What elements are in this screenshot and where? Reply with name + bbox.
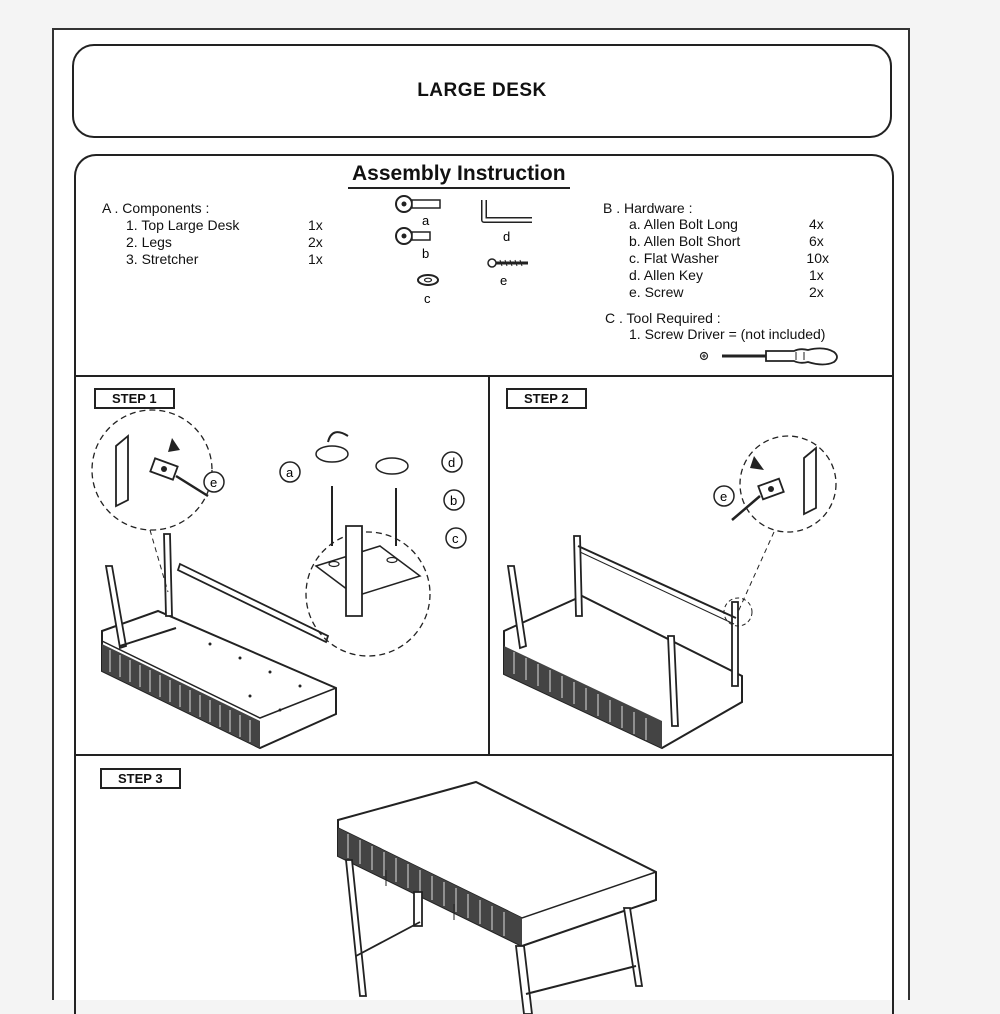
step-1-label: STEP 1 bbox=[94, 388, 175, 409]
assembly-title: Assembly Instruction bbox=[348, 162, 570, 189]
components-heading: A . Components : bbox=[102, 200, 210, 216]
hardware-icons bbox=[382, 192, 562, 312]
allen-key-icon bbox=[484, 200, 532, 220]
label-d: d bbox=[503, 229, 511, 244]
list-item: d. Allen Key 1x bbox=[629, 267, 824, 283]
step-2-label: STEP 2 bbox=[506, 388, 587, 409]
svg-text:a: a bbox=[286, 465, 294, 480]
label-e: e bbox=[500, 273, 508, 288]
allen-bolt-short-icon bbox=[396, 228, 430, 244]
components-list bbox=[126, 217, 336, 268]
list-item: e. Screw 2x bbox=[629, 284, 824, 300]
divider bbox=[76, 375, 892, 377]
step-3-label: STEP 3 bbox=[100, 768, 181, 789]
svg-text:c: c bbox=[452, 531, 459, 546]
list-item: 2. Legs 2x bbox=[126, 234, 323, 250]
tool-heading: C . Tool Required : bbox=[605, 310, 721, 326]
step-1-illustration bbox=[80, 396, 484, 752]
divider bbox=[76, 754, 892, 756]
hardware-list bbox=[629, 216, 829, 301]
instruction-sheet bbox=[52, 28, 910, 1000]
step-2-illustration bbox=[492, 396, 890, 752]
svg-text:e: e bbox=[210, 475, 218, 490]
screwdriver-icon bbox=[696, 342, 846, 372]
instruction-panel bbox=[74, 154, 894, 1014]
label-b: b bbox=[422, 246, 430, 261]
flat-washer-icon bbox=[418, 275, 438, 285]
list-item: c. Flat Washer 10x bbox=[629, 250, 829, 266]
divider bbox=[488, 375, 490, 755]
svg-text:d: d bbox=[448, 455, 456, 470]
svg-text:b: b bbox=[450, 493, 458, 508]
hardware-heading: B . Hardware : bbox=[603, 200, 693, 216]
list-item: 3. Stretcher 1x bbox=[126, 251, 323, 267]
step-3-illustration bbox=[326, 776, 686, 1014]
document-title: LARGE DESK bbox=[417, 80, 547, 101]
tool-item: 1. Screw Driver = (not included) bbox=[629, 326, 826, 342]
label-c: c bbox=[424, 291, 431, 306]
title-box bbox=[72, 44, 892, 138]
list-item: 1. Top Large Desk 1x bbox=[126, 217, 323, 233]
svg-text:e: e bbox=[720, 489, 728, 504]
list-item: a. Allen Bolt Long 4x bbox=[629, 216, 824, 232]
screw-icon bbox=[488, 259, 528, 267]
label-a: a bbox=[422, 213, 430, 228]
allen-bolt-long-icon bbox=[396, 196, 440, 212]
list-item: b. Allen Bolt Short 6x bbox=[629, 233, 824, 249]
